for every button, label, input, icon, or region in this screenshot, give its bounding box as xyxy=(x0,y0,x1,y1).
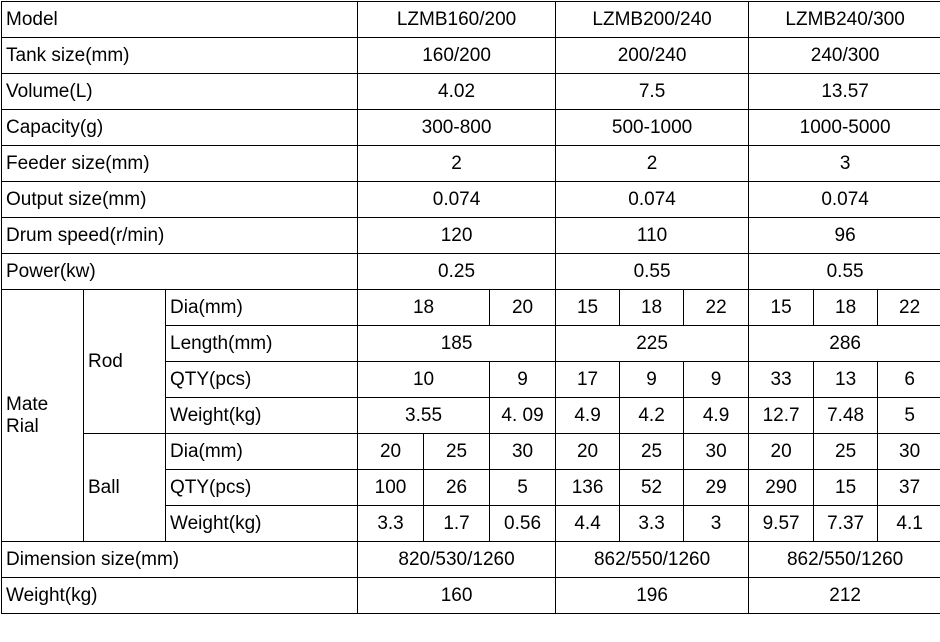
table-cell: 225 xyxy=(556,326,749,362)
table-cell: 290 xyxy=(749,470,814,506)
table-cell: 4.1 xyxy=(878,506,940,542)
table-row xyxy=(2,290,940,326)
table-cell: 18 xyxy=(814,290,878,326)
table-cell: 862/550/1260 xyxy=(749,542,940,578)
table-cell: 0.074 xyxy=(749,182,940,218)
table-row xyxy=(2,146,940,182)
row-label: Dia(mm) xyxy=(166,290,358,326)
row-label: Volume(L) xyxy=(2,74,358,110)
table-cell: 0.55 xyxy=(556,254,749,290)
table-cell: 96 xyxy=(749,218,940,254)
row-label: Capacity(g) xyxy=(2,110,358,146)
table-cell: 160 xyxy=(358,578,556,614)
table-row xyxy=(2,74,940,110)
table-cell: 13 xyxy=(814,362,878,398)
table-cell: 37 xyxy=(878,470,940,506)
table-cell: 286 xyxy=(749,326,940,362)
table-cell: 3.55 xyxy=(358,398,490,434)
row-label: Drum speed(r/min) xyxy=(2,218,358,254)
table-cell: 25 xyxy=(620,434,684,470)
table-cell: 110 xyxy=(556,218,749,254)
table-cell: 0.074 xyxy=(358,182,556,218)
table-row xyxy=(2,542,940,578)
table-cell: 7.48 xyxy=(814,398,878,434)
table-cell: 820/530/1260 xyxy=(358,542,556,578)
table-cell: 0.25 xyxy=(358,254,556,290)
model-name: LZMB240/300 xyxy=(749,2,940,38)
table-cell: 18 xyxy=(620,290,684,326)
table-cell: 185 xyxy=(358,326,556,362)
table-cell: 2 xyxy=(358,146,556,182)
row-label: Power(kw) xyxy=(2,254,358,290)
table-cell: 9.57 xyxy=(749,506,814,542)
table-cell: 15 xyxy=(556,290,620,326)
table-cell: 3.3 xyxy=(620,506,684,542)
table-cell: 120 xyxy=(358,218,556,254)
table-cell: 3.3 xyxy=(358,506,424,542)
table-cell: 10 xyxy=(358,362,490,398)
table-cell: 20 xyxy=(749,434,814,470)
table-cell: 160/200 xyxy=(358,38,556,74)
table-cell: 200/240 xyxy=(556,38,749,74)
table-cell: 5 xyxy=(490,470,556,506)
table-cell: 100 xyxy=(358,470,424,506)
table-cell: 4. 09 xyxy=(490,398,556,434)
header-row xyxy=(2,2,940,38)
table-cell: 136 xyxy=(556,470,620,506)
model-name: LZMB160/200 xyxy=(358,2,556,38)
table-cell: 196 xyxy=(556,578,749,614)
table-cell: 240/300 xyxy=(749,38,940,74)
table-cell: 25 xyxy=(424,434,490,470)
table-cell: 30 xyxy=(490,434,556,470)
table-cell: 26 xyxy=(424,470,490,506)
table-cell: 22 xyxy=(878,290,940,326)
table-cell: 12.7 xyxy=(749,398,814,434)
row-label: Length(mm) xyxy=(166,326,358,362)
row-label: QTY(pcs) xyxy=(166,470,358,506)
table-cell: 20 xyxy=(490,290,556,326)
row-label: Weight(kg) xyxy=(166,398,358,434)
table-cell: 500-1000 xyxy=(556,110,749,146)
table-row xyxy=(2,254,940,290)
table-cell: 3 xyxy=(749,146,940,182)
table-cell: 22 xyxy=(684,290,749,326)
table-cell: 4.9 xyxy=(556,398,620,434)
table-cell: 4.4 xyxy=(556,506,620,542)
table-cell: 20 xyxy=(358,434,424,470)
table-row xyxy=(2,218,940,254)
table-cell: 4.2 xyxy=(620,398,684,434)
table-row xyxy=(2,182,940,218)
table-cell: 1000-5000 xyxy=(749,110,940,146)
row-label: Tank size(mm) xyxy=(2,38,358,74)
table-row xyxy=(2,110,940,146)
ball-label: Ball xyxy=(84,434,166,542)
row-label: Feeder size(mm) xyxy=(2,146,358,182)
row-label: Dimension size(mm) xyxy=(2,542,358,578)
row-label: Weight(kg) xyxy=(166,506,358,542)
table-row xyxy=(2,434,940,470)
table-cell: 300-800 xyxy=(358,110,556,146)
table-row xyxy=(2,38,940,74)
table-cell: 18 xyxy=(358,290,490,326)
table-cell: 13.57 xyxy=(749,74,940,110)
spec-table xyxy=(1,1,940,614)
table-cell: 29 xyxy=(684,470,749,506)
row-label: Dia(mm) xyxy=(166,434,358,470)
table-cell: 6 xyxy=(878,362,940,398)
table-cell: 4.9 xyxy=(684,398,749,434)
model-name: LZMB200/240 xyxy=(556,2,749,38)
material-label-line1: Mate xyxy=(6,394,48,415)
table-cell: 17 xyxy=(556,362,620,398)
table-row xyxy=(2,578,940,614)
table-cell: 0.074 xyxy=(556,182,749,218)
material-label xyxy=(2,290,84,542)
rod-label: Rod xyxy=(84,290,166,434)
table-cell: 2 xyxy=(556,146,749,182)
row-label: QTY(pcs) xyxy=(166,362,358,398)
table-cell: 862/550/1260 xyxy=(556,542,749,578)
table-cell: 9 xyxy=(620,362,684,398)
table-cell: 212 xyxy=(749,578,940,614)
material-label-line2: Rial xyxy=(6,416,39,437)
table-cell: 3 xyxy=(684,506,749,542)
table-cell: 7.37 xyxy=(814,506,878,542)
table-cell: 9 xyxy=(490,362,556,398)
table-cell: 30 xyxy=(878,434,940,470)
table-cell: 25 xyxy=(814,434,878,470)
table-cell: 52 xyxy=(620,470,684,506)
table-cell: 1.7 xyxy=(424,506,490,542)
table-cell: 20 xyxy=(556,434,620,470)
model-label: Model xyxy=(2,2,358,38)
table-cell: 0.55 xyxy=(749,254,940,290)
table-cell: 30 xyxy=(684,434,749,470)
table-cell: 9 xyxy=(684,362,749,398)
table-cell: 15 xyxy=(814,470,878,506)
table-cell: 33 xyxy=(749,362,814,398)
row-label: Output size(mm) xyxy=(2,182,358,218)
row-label: Weight(kg) xyxy=(2,578,358,614)
table-cell: 15 xyxy=(749,290,814,326)
table-cell: 7.5 xyxy=(556,74,749,110)
table-cell: 0.56 xyxy=(490,506,556,542)
table-cell: 4.02 xyxy=(358,74,556,110)
table-cell: 5 xyxy=(878,398,940,434)
